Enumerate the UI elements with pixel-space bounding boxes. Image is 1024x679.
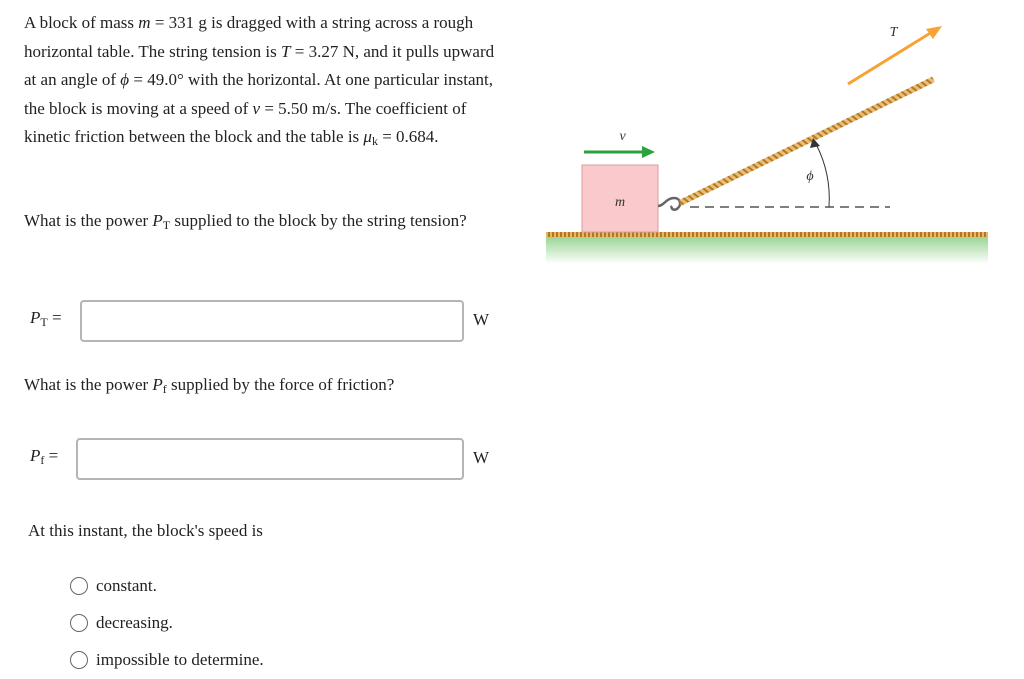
option-label: decreasing.	[96, 612, 173, 632]
problem-statement	[24, 9, 504, 156]
hook-icon	[658, 198, 680, 210]
ground	[546, 234, 988, 264]
radio-circle-icon[interactable]	[70, 651, 88, 669]
velocity-arrowhead-icon	[642, 146, 655, 158]
radio-circle-icon[interactable]	[70, 614, 88, 632]
option-label: constant.	[96, 575, 157, 595]
option-decreasing[interactable]	[70, 604, 264, 641]
answer-row-tension	[0, 300, 520, 346]
physics-diagram	[540, 10, 1000, 270]
friction-power-unit: W	[473, 448, 490, 467]
speed-options	[70, 567, 264, 678]
angle-arc	[816, 144, 829, 207]
answer-row-friction	[0, 438, 520, 484]
mass-label: m	[614, 195, 626, 210]
option-constant[interactable]	[70, 567, 264, 604]
velocity-label: v⃗	[619, 129, 637, 144]
tension-label: T⃗	[889, 25, 909, 40]
question-friction-power: What is the power $P_f$ supplied by the force of friction?	[24, 375, 395, 396]
answer-label-friction: $P_f$ =	[30, 446, 59, 467]
problem-text: A block of mass m = 331 g is dragged with a string across a rough horizontal table. The string tension is T = 3.27 N, and it pulls upward at an angle of ϕ = 49.0° with the horizontal. At one particular instant, the block is moving at a speed of v = 5.50 m/s. The coefficient of kinetic friction between the block and the table is $\mu_k = 0.684$.	[24, 13, 495, 148]
radio-circle-icon[interactable]	[70, 577, 88, 595]
question-speed: At this instant, the block's speed is	[28, 521, 263, 540]
friction-power-input[interactable]	[76, 438, 464, 480]
tension-power-unit: W	[473, 310, 490, 329]
table-surface	[546, 232, 988, 237]
tension-power-input[interactable]	[80, 300, 464, 342]
rope	[679, 77, 935, 206]
angle-label: ϕ	[806, 169, 814, 184]
option-label: impossible to determine.	[96, 649, 264, 669]
option-impossible[interactable]	[70, 641, 264, 678]
answer-label-tension: $P_T$ =	[30, 308, 62, 329]
question-tension-power: What is the power $P_T$ supplied to the block by the string tension?	[24, 211, 467, 232]
